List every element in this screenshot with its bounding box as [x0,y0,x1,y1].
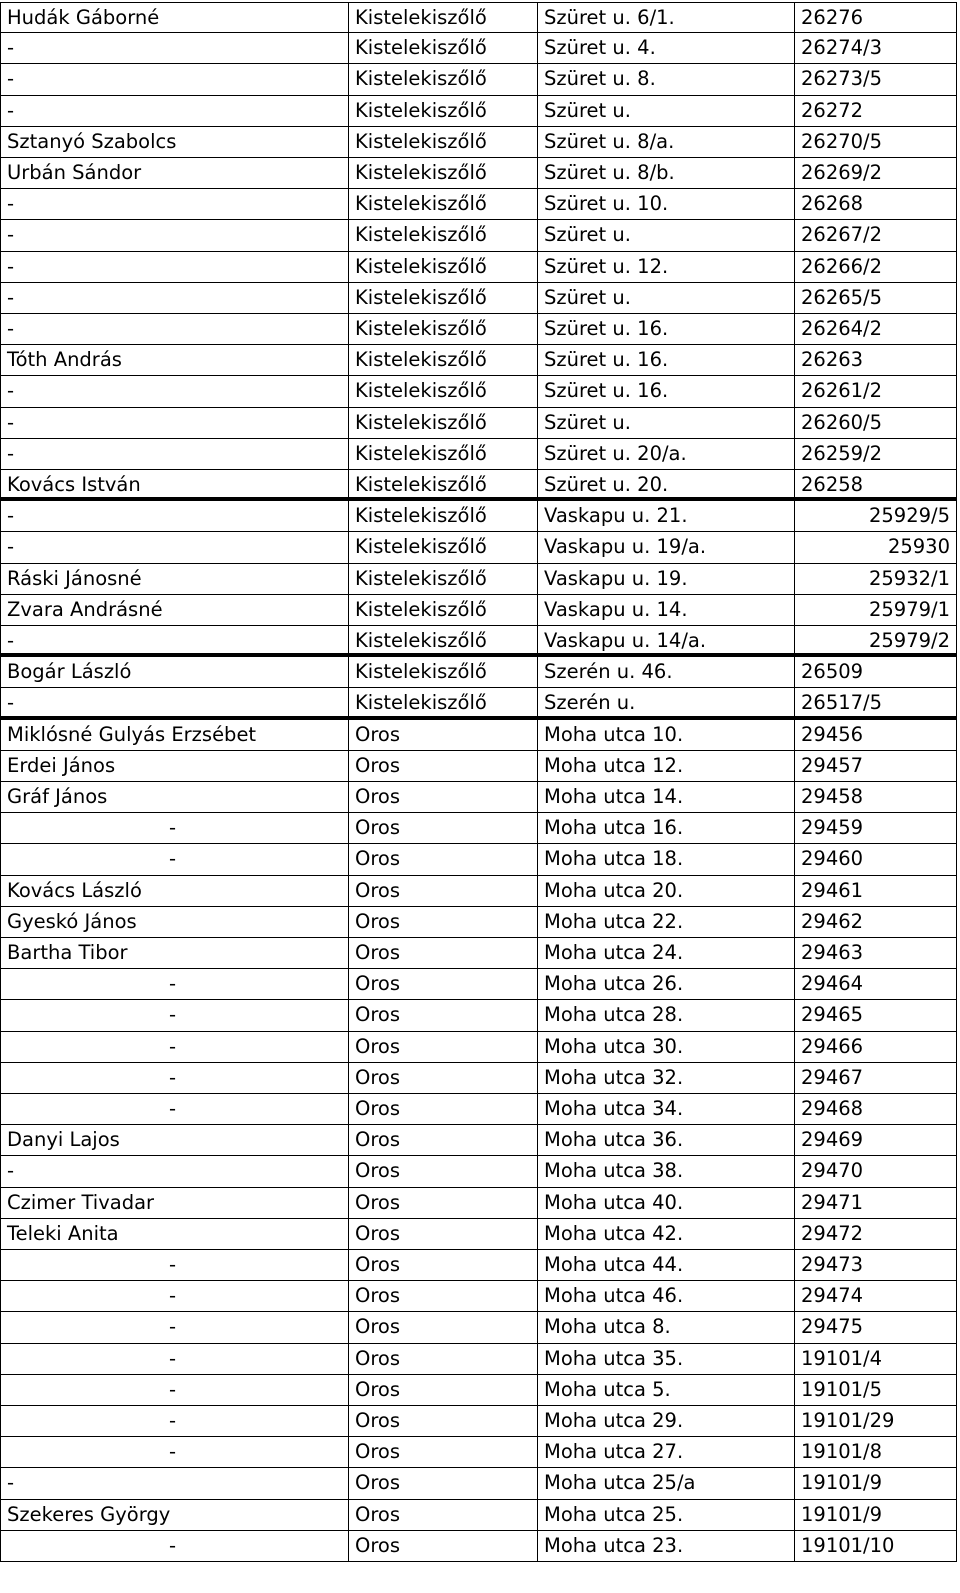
address-cell: Moha utca 16. [538,813,795,844]
locality-cell: Oros [349,1188,538,1219]
address-cell: Moha utca 24. [538,938,795,969]
address-cell: Moha utca 25. [538,1500,795,1531]
owner-name-cell: Bartha Tibor [0,938,349,969]
lot-number-cell: 26509 [795,657,957,688]
owner-name-cell: - [0,64,349,95]
locality-cell: Oros [349,1000,538,1031]
locality-cell: Oros [349,1500,538,1531]
lot-number-cell: 26274/3 [795,33,957,64]
owner-name-cell: Tóth András [0,345,349,376]
locality-cell: Kistelekiszőlő [349,283,538,314]
table-row [0,158,960,189]
lot-number-cell: 29459 [795,813,957,844]
locality-cell: Oros [349,1531,538,1562]
locality-cell: Oros [349,844,538,875]
address-cell: Moha utca 34. [538,1094,795,1125]
locality-cell: Kistelekiszőlő [349,657,538,688]
locality-cell: Oros [349,1219,538,1250]
address-cell: Szüret u. [538,220,795,251]
address-cell: Szüret u. 8/b. [538,158,795,189]
locality-cell: Oros [349,1312,538,1343]
owner-name-cell: - [0,1406,349,1437]
locality-cell: Oros [349,751,538,782]
lot-number-cell: 26258 [795,470,957,501]
table-row [0,314,960,345]
locality-cell: Oros [349,813,538,844]
lot-number-cell: 29460 [795,844,957,875]
address-cell: Szüret u. [538,408,795,439]
lot-number-cell: 29466 [795,1032,957,1063]
table-row [0,595,960,626]
table-row [0,1500,960,1531]
locality-cell: Kistelekiszőlő [349,220,538,251]
table-row [0,252,960,283]
table-row [0,688,960,719]
owner-name-cell: - [0,1344,349,1375]
locality-cell: Oros [349,1406,538,1437]
table-row [0,626,960,657]
locality-cell: Oros [349,907,538,938]
locality-cell: Oros [349,720,538,751]
address-cell: Moha utca 27. [538,1437,795,1468]
table-row [0,1531,960,1562]
address-cell: Moha utca 30. [538,1032,795,1063]
owner-name-cell: Hudák Gáborné [0,2,349,33]
lot-number-cell: 19101/10 [795,1531,957,1562]
table-row [0,751,960,782]
address-cell: Szüret u. 12. [538,252,795,283]
lot-number-cell: 25979/2 [795,626,957,657]
owner-name-cell: Gyeskó János [0,907,349,938]
address-cell: Moha utca 26. [538,969,795,1000]
locality-cell: Oros [349,1250,538,1281]
lot-number-cell: 25932/1 [795,564,957,595]
table-row [0,1000,960,1031]
address-cell: Vaskapu u. 14/a. [538,626,795,657]
owner-name-cell: - [0,1468,349,1499]
locality-cell: Oros [349,876,538,907]
lot-number-cell: 26273/5 [795,64,957,95]
owner-name-cell: Miklósné Gulyás Erzsébet [0,720,349,751]
locality-cell: Oros [349,1375,538,1406]
table-row [0,283,960,314]
locality-cell: Oros [349,1156,538,1187]
lot-number-cell: 29457 [795,751,957,782]
address-cell: Moha utca 46. [538,1281,795,1312]
table-row [0,1281,960,1312]
locality-cell: Oros [349,1032,538,1063]
table-row [0,844,960,875]
address-cell: Moha utca 22. [538,907,795,938]
address-cell: Szüret u. 16. [538,314,795,345]
address-cell: Vaskapu u. 19/a. [538,532,795,563]
address-cell: Moha utca 36. [538,1125,795,1156]
lot-number-cell: 26261/2 [795,376,957,407]
owner-name-cell: - [0,1250,349,1281]
lot-number-cell: 29472 [795,1219,957,1250]
lot-number-cell: 26272 [795,96,957,127]
locality-cell: Kistelekiszőlő [349,595,538,626]
lot-number-cell: 29464 [795,969,957,1000]
address-cell: Szüret u. 20/a. [538,439,795,470]
owner-name-cell: Danyi Lajos [0,1125,349,1156]
owner-name-cell: - [0,283,349,314]
table-row [0,1219,960,1250]
address-cell: Moha utca 23. [538,1531,795,1562]
owner-name-cell: - [0,33,349,64]
lot-number-cell: 29465 [795,1000,957,1031]
lot-number-cell: 29469 [795,1125,957,1156]
address-cell: Moha utca 5. [538,1375,795,1406]
owner-name-cell: - [0,844,349,875]
owner-name-cell: - [0,532,349,563]
locality-cell: Oros [349,1437,538,1468]
locality-cell: Kistelekiszőlő [349,189,538,220]
table-row [0,782,960,813]
locality-cell: Oros [349,938,538,969]
table-row [0,969,960,1000]
table-row [0,813,960,844]
owner-name-cell: - [0,1437,349,1468]
address-cell: Moha utca 14. [538,782,795,813]
lot-number-cell: 26265/5 [795,283,957,314]
owner-name-cell: - [0,1531,349,1562]
owner-name-cell: - [0,96,349,127]
table-row [0,64,960,95]
address-cell: Moha utca 20. [538,876,795,907]
address-cell: Moha utca 25/a [538,1468,795,1499]
locality-cell: Kistelekiszőlő [349,96,538,127]
table-row [0,1344,960,1375]
address-cell: Moha utca 10. [538,720,795,751]
owner-name-cell: - [0,969,349,1000]
owner-name-cell: - [0,1375,349,1406]
locality-cell: Kistelekiszőlő [349,376,538,407]
owner-name-cell: Kovács István [0,470,349,501]
table-row [0,1125,960,1156]
table-row [0,564,960,595]
address-cell: Szüret u. 8/a. [538,127,795,158]
address-cell: Vaskapu u. 19. [538,564,795,595]
address-cell: Szüret u. [538,96,795,127]
owner-name-cell: - [0,1156,349,1187]
lot-number-cell: 29473 [795,1250,957,1281]
address-cell: Moha utca 18. [538,844,795,875]
locality-cell: Oros [349,1125,538,1156]
table-row [0,720,960,751]
locality-cell: Oros [349,782,538,813]
owner-name-cell: Bogár László [0,657,349,688]
address-cell: Szüret u. 16. [538,345,795,376]
locality-cell: Kistelekiszőlő [349,64,538,95]
address-cell: Moha utca 42. [538,1219,795,1250]
table-row [0,1250,960,1281]
address-cell: Vaskapu u. 14. [538,595,795,626]
lot-number-cell: 26517/5 [795,688,957,719]
owner-name-cell: Teleki Anita [0,1219,349,1250]
table-row [0,1063,960,1094]
lot-number-cell: 29468 [795,1094,957,1125]
table-row [0,938,960,969]
table-row [0,1437,960,1468]
table-row [0,876,960,907]
address-cell: Moha utca 44. [538,1250,795,1281]
lot-number-cell: 19101/5 [795,1375,957,1406]
lot-number-cell: 26263 [795,345,957,376]
table-row [0,657,960,688]
lot-number-cell: 26264/2 [795,314,957,345]
owner-name-cell: - [0,220,349,251]
address-cell: Moha utca 40. [538,1188,795,1219]
owner-name-cell: Sztanyó Szabolcs [0,127,349,158]
lot-number-cell: 29458 [795,782,957,813]
address-cell: Szerén u. [538,688,795,719]
locality-cell: Kistelekiszőlő [349,158,538,189]
owner-name-cell: - [0,252,349,283]
address-cell: Szüret u. 10. [538,189,795,220]
locality-cell: Kistelekiszőlő [349,439,538,470]
owner-name-cell: Urbán Sándor [0,158,349,189]
owner-name-cell: - [0,1281,349,1312]
owner-name-cell: - [0,1063,349,1094]
locality-cell: Oros [349,1468,538,1499]
locality-cell: Kistelekiszőlő [349,252,538,283]
lot-number-cell: 29474 [795,1281,957,1312]
owner-name-cell: - [0,1000,349,1031]
locality-cell: Kistelekiszőlő [349,688,538,719]
locality-cell: Kistelekiszőlő [349,501,538,532]
owner-name-cell: - [0,439,349,470]
owner-name-cell: Erdei János [0,751,349,782]
locality-cell: Oros [349,969,538,1000]
address-cell: Moha utca 29. [538,1406,795,1437]
locality-cell: Kistelekiszőlő [349,345,538,376]
owner-name-cell: Kovács László [0,876,349,907]
address-cell: Moha utca 8. [538,1312,795,1343]
owner-name-cell: - [0,688,349,719]
lot-number-cell: 26268 [795,189,957,220]
table-row [0,501,960,532]
table-row [0,1312,960,1343]
lot-number-cell: 29463 [795,938,957,969]
address-cell: Szüret u. 4. [538,33,795,64]
address-cell: Moha utca 32. [538,1063,795,1094]
locality-cell: Kistelekiszőlő [349,564,538,595]
lot-number-cell: 26266/2 [795,252,957,283]
owner-name-cell: - [0,1312,349,1343]
owner-name-cell: - [0,189,349,220]
address-cell: Szüret u. 16. [538,376,795,407]
table-row [0,1188,960,1219]
table-row [0,439,960,470]
address-cell: Moha utca 35. [538,1344,795,1375]
lot-number-cell: 26269/2 [795,158,957,189]
owner-name-cell: - [0,626,349,657]
table-row [0,220,960,251]
locality-cell: Kistelekiszőlő [349,314,538,345]
table-row [0,408,960,439]
owner-name-cell: Gráf János [0,782,349,813]
owner-name-cell: - [0,376,349,407]
owner-name-cell: - [0,813,349,844]
address-cell: Szüret u. 6/1. [538,2,795,33]
table-row [0,1156,960,1187]
address-cell: Szerén u. 46. [538,657,795,688]
address-cell: Moha utca 28. [538,1000,795,1031]
owner-name-cell: - [0,408,349,439]
table-row [0,96,960,127]
table-row [0,127,960,158]
lot-number-cell: 29471 [795,1188,957,1219]
locality-cell: Kistelekiszőlő [349,127,538,158]
table-row [0,189,960,220]
owner-name-cell: Szekeres György [0,1500,349,1531]
owner-name-cell: Ráski Jánosné [0,564,349,595]
lot-number-cell: 19101/4 [795,1344,957,1375]
lot-number-cell: 25929/5 [795,501,957,532]
locality-cell: Kistelekiszőlő [349,532,538,563]
lot-number-cell: 25930 [795,532,957,563]
address-cell: Szüret u. 20. [538,470,795,501]
table-row [0,532,960,563]
lot-number-cell: 26259/2 [795,439,957,470]
locality-cell: Kistelekiszőlő [349,626,538,657]
lot-number-cell: 29461 [795,876,957,907]
table-row [0,1468,960,1499]
lot-number-cell: 26276 [795,2,957,33]
owner-name-cell: - [0,1032,349,1063]
lot-number-cell: 26267/2 [795,220,957,251]
address-cell: Moha utca 12. [538,751,795,782]
locality-cell: Kistelekiszőlő [349,408,538,439]
table-row [0,376,960,407]
locality-cell: Oros [349,1063,538,1094]
lot-number-cell: 19101/29 [795,1406,957,1437]
lot-number-cell: 26270/5 [795,127,957,158]
lot-number-cell: 29456 [795,720,957,751]
address-cell: Szüret u. [538,283,795,314]
table-row [0,33,960,64]
locality-cell: Oros [349,1344,538,1375]
lot-number-cell: 26260/5 [795,408,957,439]
locality-cell: Kistelekiszőlő [349,2,538,33]
locality-cell: Kistelekiszőlő [349,470,538,501]
lot-number-cell: 19101/8 [795,1437,957,1468]
lot-number-cell: 19101/9 [795,1468,957,1499]
table-row [0,1094,960,1125]
lot-number-cell: 29467 [795,1063,957,1094]
lot-number-cell: 29475 [795,1312,957,1343]
lot-number-cell: 29470 [795,1156,957,1187]
locality-cell: Kistelekiszőlő [349,33,538,64]
owner-name-cell: - [0,1094,349,1125]
table-row [0,2,960,33]
lot-number-cell: 25979/1 [795,595,957,626]
locality-cell: Oros [349,1094,538,1125]
table-row [0,1032,960,1063]
owner-name-cell: Czimer Tivadar [0,1188,349,1219]
owner-name-cell: - [0,501,349,532]
table-row [0,1375,960,1406]
address-cell: Szüret u. 8. [538,64,795,95]
table-row [0,907,960,938]
lot-number-cell: 29462 [795,907,957,938]
table-row [0,345,960,376]
locality-cell: Oros [349,1281,538,1312]
table-row [0,1406,960,1437]
owner-name-cell: - [0,314,349,345]
lot-number-cell: 19101/9 [795,1500,957,1531]
address-cell: Moha utca 38. [538,1156,795,1187]
table-row [0,470,960,501]
address-cell: Vaskapu u. 21. [538,501,795,532]
owner-name-cell: Zvara Andrásné [0,595,349,626]
